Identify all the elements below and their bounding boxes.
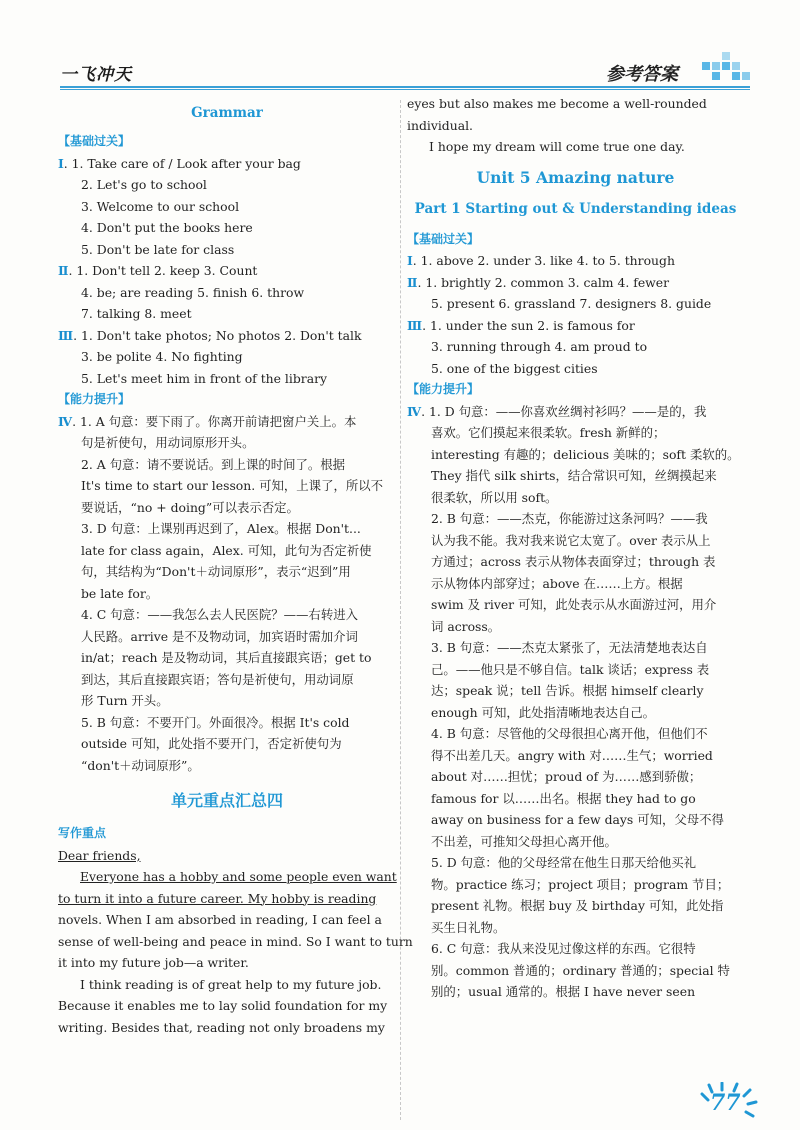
left-column bbox=[58, 100, 413, 1038]
exercise-4-line bbox=[407, 401, 744, 423]
basic-label: 【基础过关】 bbox=[58, 134, 131, 148]
letter-line: eyes but also makes me become a well-rounded bbox=[407, 96, 707, 111]
explanation-line: outside 可知，此处指不要开门，否定祈使句为 bbox=[81, 736, 342, 751]
explanation-line: They 指代 silk shirts，结合常识可知，丝绸摸起来 bbox=[431, 468, 717, 483]
explanation-line: 3. D 句意：上课别再迟到了，Alex。根据 Don't... bbox=[81, 521, 361, 536]
explanation-line: 词 across。 bbox=[431, 618, 501, 634]
explanation-line: present 礼物。根据 buy 及 birthday 可知，此处指 bbox=[431, 898, 724, 913]
letter-line: writing. Besides that, reading not only broadens my bbox=[58, 1019, 385, 1035]
roman-numeral: Ⅱ bbox=[407, 274, 418, 290]
page-number: 77 bbox=[710, 1090, 741, 1116]
answer-line: 2. Let's go to school bbox=[81, 177, 207, 192]
ability-label: 【能力提升】 bbox=[58, 392, 131, 406]
header-title: 参考答案 bbox=[606, 64, 678, 85]
explanation-line: interesting 有趣的；delicious 美味的；soft 柔软的。 bbox=[431, 446, 740, 462]
explanation-line: 到达，其后直接跟宾语；答句是祈使句，用动词原 bbox=[81, 671, 354, 687]
explanation-line: 别的；usual 通常的。根据 I have never seen bbox=[431, 984, 696, 999]
explanation-line: 不出差，可推知父母担心离开他。 bbox=[431, 833, 617, 849]
answer-line: 5. present 6. grassland 7. designers 8. guide bbox=[431, 296, 712, 311]
exercise-3-line bbox=[407, 315, 744, 337]
roman-numeral: Ⅰ bbox=[407, 253, 413, 268]
explanation-line: 5. D 句意：他的父母经常在他生日那天给他买礼 bbox=[431, 855, 697, 870]
explanation-line: 2. A 句意：请不要说话。到上课的时间了。根据 bbox=[81, 456, 346, 472]
explanation-line: 达；speak 说；tell 告诉。根据 himself clearly bbox=[431, 683, 704, 698]
explanation-line: 5. B 句意：不要开门。外面很冷。根据 It's cold bbox=[81, 714, 350, 730]
explanation-line: 认为我不能。我对我来说它太宽了。over 表示从上 bbox=[431, 532, 711, 548]
letter-line: novels. When I am absorbed in reading, I can feel a bbox=[58, 912, 382, 927]
explanation-line: 别。common 普通的；ordinary 普通的；special 特 bbox=[431, 962, 730, 978]
explanation-line: late for class again，Alex. 可知，此句为否定祈使 bbox=[81, 542, 372, 558]
explanation-line: 形 Turn 开头。 bbox=[81, 693, 169, 708]
roman-numeral: Ⅲ bbox=[58, 327, 74, 343]
answer-line: 4. Don't put the books here bbox=[81, 220, 253, 235]
explanation-line: 4. C 句意：——我怎么去人民医院？——右转进入 bbox=[81, 607, 358, 622]
explanation-line: 物。practice 练习；project 项目；program 节目； bbox=[431, 876, 730, 892]
exercise-3-line bbox=[58, 325, 396, 347]
answer-text: . 1. Don't take photos; No photos 2. Don't talk bbox=[73, 327, 362, 343]
roman-numeral: Ⅳ bbox=[407, 403, 422, 419]
summary-title: 单元重点汇总四 bbox=[170, 791, 283, 810]
answer-text: . 1. under the sun 2. is famous for bbox=[422, 317, 635, 333]
explanation-line: 人民路。arrive 是不及物动词，加宾语时需加介词 bbox=[81, 628, 358, 644]
answer-text: . 1. D 句意：——你喜欢丝绸衬衫吗？——是的，我 bbox=[421, 403, 707, 419]
explanation-line: 很柔软，所以用 soft。 bbox=[431, 489, 558, 505]
grammar-title: Grammar bbox=[191, 105, 263, 121]
page-number-badge bbox=[700, 1082, 770, 1122]
basic-label: 【基础过关】 bbox=[407, 231, 480, 246]
header-rule bbox=[60, 86, 750, 88]
answer-line: 3. running through 4. am proud to bbox=[431, 339, 648, 354]
answer-text: . 1. Don't tell 2. keep 3. Count bbox=[68, 263, 258, 278]
answer-text: . 1. above 2. under 3. like 4. to 5. through bbox=[412, 253, 675, 268]
explanation-line: 6. C 句意：我从来没见过像这样的东西。它很特 bbox=[431, 941, 696, 956]
answer-text: . 1. A 句意：要下雨了。你离开前请把窗户关上。本 bbox=[72, 413, 357, 429]
explanation-line: 句，其结构为“Don't＋动词原形”，表示“迟到”用 bbox=[81, 564, 351, 579]
exercise-4-line bbox=[58, 411, 396, 433]
letter-line: Everyone has a hobby and some people even want bbox=[80, 869, 397, 884]
answer-line: 3. Welcome to our school bbox=[81, 198, 240, 214]
explanation-line: 己。——他只是不够自信。talk 谈话；express 表 bbox=[431, 661, 710, 677]
explanation-line: 4. B 句意：尽管他的父母很担心离开他，但他们不 bbox=[431, 726, 708, 741]
letter-line: it into my future job—a writer. bbox=[58, 955, 249, 970]
roman-numeral: Ⅱ bbox=[58, 263, 69, 278]
exercise-1-line bbox=[407, 250, 744, 272]
explanation-line: in/at；reach 是及物动词，其后直接跟宾语；get to bbox=[81, 650, 372, 665]
roman-numeral: Ⅰ bbox=[58, 155, 64, 171]
explanation-line: It's time to start our lesson. 可知，上课了，所以不 bbox=[81, 478, 384, 493]
letter-line: sense of well-being and peace in mind. So I want to turn bbox=[58, 933, 413, 949]
exercise-1-line bbox=[58, 153, 396, 175]
brand-logo: 一飞冲天 bbox=[60, 65, 132, 85]
answer-line: 7. talking 8. meet bbox=[81, 306, 192, 321]
explanation-line: 3. B 句意：——杰克太紧张了，无法清楚地表达自 bbox=[431, 640, 708, 655]
column-divider bbox=[400, 100, 401, 1120]
letter-line: Because it enables me to lay solid foundation for my bbox=[58, 998, 388, 1013]
explanation-line: 得不出差几天。angry with 对……生气；worried bbox=[431, 747, 713, 763]
writing-label: 写作重点 bbox=[58, 826, 107, 840]
right-column bbox=[407, 93, 744, 1003]
explanation-line: 喜欢。它们摸起来很柔软。fresh 新鲜的； bbox=[431, 425, 666, 440]
explanation-line: famous for 以……出名。根据 they had to go bbox=[431, 790, 696, 806]
letter-line: individual. bbox=[407, 117, 474, 133]
answer-line: 5. Let's meet him in front of the library bbox=[81, 370, 328, 386]
part-title: Part 1 Starting out & Understanding ideas bbox=[414, 200, 737, 217]
ability-label: 【能力提升】 bbox=[407, 382, 480, 396]
explanation-line: enough 可知，此处指清晰地表达自己。 bbox=[431, 704, 656, 720]
exercise-2-line bbox=[407, 272, 744, 294]
explanation-line: 要说话，“no + doing”可以表示否定。 bbox=[81, 499, 299, 515]
explanation-line: 方通过；across 表示从物体表面穿过；through 表 bbox=[431, 554, 716, 569]
explanation-line: be late for。 bbox=[81, 585, 159, 601]
explanation-line: 句是祈使句，用动词原形开头。 bbox=[81, 435, 255, 450]
header-rule-thin bbox=[60, 89, 750, 90]
answer-line: 5. one of the biggest cities bbox=[431, 360, 598, 376]
unit-title: Unit 5 Amazing nature bbox=[476, 167, 675, 187]
exercise-2-line bbox=[58, 260, 396, 282]
header-decoration bbox=[702, 52, 750, 84]
letter-greeting: Dear friends, bbox=[58, 847, 141, 863]
explanation-line: swim 及 river 可知，此处表示从水面游过河，用介 bbox=[431, 597, 717, 612]
answer-line: 5. Don't be late for class bbox=[81, 241, 235, 257]
roman-numeral: Ⅳ bbox=[58, 413, 73, 429]
explanation-line: 买生日礼物。 bbox=[431, 919, 506, 935]
explanation-line: 2. B 句意：——杰克，你能游过这条河吗？——我 bbox=[431, 511, 708, 526]
letter-line: to turn it into a future career. My hobby is reading bbox=[58, 890, 377, 906]
roman-numeral: Ⅲ bbox=[407, 317, 423, 333]
explanation-line: about 对……担忧；proud of 为……感到骄傲； bbox=[431, 769, 702, 784]
answer-text: . 1. brightly 2. common 3. calm 4. fewer bbox=[417, 274, 670, 290]
answer-line: 3. be polite 4. No fighting bbox=[81, 349, 243, 364]
explanation-line: 示从物体内部穿过；above 在……上方。根据 bbox=[431, 575, 683, 591]
letter-line: I hope my dream will come true one day. bbox=[429, 139, 685, 154]
answer-text: . 1. Take care of / Look after your bag bbox=[63, 155, 301, 171]
answer-line: 4. be; are reading 5. finish 6. throw bbox=[81, 284, 305, 300]
explanation-line: “don't＋动词原形”。 bbox=[81, 757, 200, 773]
letter-line: I think reading is of great help to my future job. bbox=[80, 976, 382, 992]
explanation-line: away on business for a few days 可知，父母不得 bbox=[431, 812, 724, 827]
